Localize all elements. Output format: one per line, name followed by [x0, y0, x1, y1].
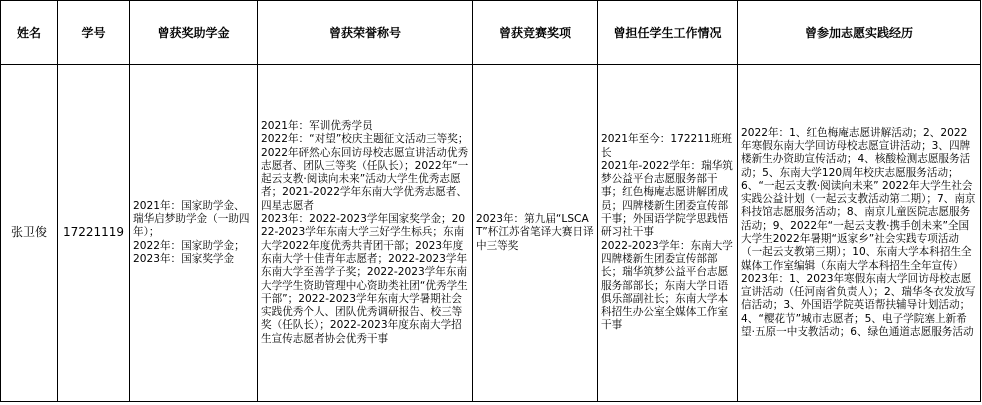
position-line: 2021年-2022学年：瑞华筑梦公益平台志愿服务部干事；红色梅庵志愿讲解团成员；四牌楼新生团委宣传部干事；外国语学院学思践悟研习社干事	[601, 159, 733, 239]
header-name: 姓名	[1, 1, 58, 65]
header-scholarships: 曾获奖助学金	[130, 1, 258, 65]
cell-honors	[258, 65, 473, 402]
position-line: 2021年至今：172211班班长	[601, 133, 732, 159]
competition-line: 2023年：第九届“LSCAT”杯江苏省笔译大赛日译中三等奖	[476, 213, 594, 252]
position-line: 2022-2023学年：东南大学四牌楼新生团委宣传部部长；瑞华筑梦公益平台志愿服务部部长；东南大学日语俱乐部副社长；东南大学本科招生办公室全媒体工作室干事	[601, 239, 733, 332]
header-volunteer: 曾参加志愿实践经历	[738, 1, 981, 65]
honor-line: 2022年：“对望”校庆主题征文活动三等奖；2022年砰然心东回访母校志愿宣讲活动优秀志愿者、团队三等奖（任队长）；2022年“一起云支教·阅读向未来”活动大学生优秀志愿者；2021-2022学年东南大学优秀志愿者、四星志愿者	[261, 133, 469, 212]
scholarship-line: 2023年：国家奖学金	[133, 252, 235, 265]
cell-competitions	[473, 65, 598, 402]
header-competitions: 曾获竞赛奖项	[473, 1, 598, 65]
honor-line: 2021年：军训优秀学员	[261, 119, 373, 132]
table-row	[1, 65, 981, 402]
cell-positions	[598, 65, 738, 402]
cell-name: 张卫俊	[1, 65, 58, 402]
scholarship-line: 2021年：国家助学金、瑞华启梦助学金（一助四年）；	[133, 199, 250, 239]
header-honors: 曾获荣誉称号	[258, 1, 473, 65]
header-row	[1, 1, 981, 65]
header-student-id: 学号	[58, 1, 130, 65]
cell-scholarships	[130, 65, 258, 402]
cell-student-id: 17221119	[58, 65, 130, 402]
scholarship-line: 2022年：国家助学金；	[133, 239, 245, 252]
header-positions: 曾担任学生工作情况	[598, 1, 738, 65]
volunteer-line: 2022年：1、红色梅庵志愿讲解活动；2、2022年寒假东南大学回访母校志愿宣讲活动；3、四牌楼新生办资助宣传活动；4、核酸检测志愿服务活动；5、东南大学120周年校庆志愿服务活动；6、“一起云支教·阅读向未来” 2022年大学生社会实践公益计划（一起云支教活动第二期）；7、南京科技馆志愿服务活动；8、南京儿童医院志愿服务活动；9、2022年“一起云支教·携手创未来”全国大学生2022年暑期“返家乡”社会实践专项活动（一起云支教第三期）；10、东南大学本科招生全媒体工作室编辑（东南大学本科招生全年宣传）	[741, 126, 976, 272]
cell-volunteer	[738, 65, 981, 402]
honor-line: 2023年：2022-2023学年国家奖学金；2022-2023学年东南大学三好学生标兵；东南大学2022年度优秀共青团干部；2023年度东南大学十佳青年志愿者；2022-2023学年东南大学至善学子奖；2022-2023学年东南大学学生资助管理中心资助类社团“优秀学生干部”；2022-2023学年东南大学暑期社会实践优秀个人、团队优秀调研报告、校三等奖（任队长）；2022-2023年度东南大学招生宣传志愿者协会优秀干事	[261, 213, 468, 345]
volunteer-line: 2023年：1、2023年寒假东南大学回访母校志愿宣讲活动（任河南省负责人）；2、瑞华冬衣发放写信活动；3、外国语学院英语帮扶辅导计划活动；4、“樱花节”城市志愿者；5、电子学院塞上新希望·五原一中支教活动；6、绿色通道志愿服务活动	[741, 272, 976, 339]
